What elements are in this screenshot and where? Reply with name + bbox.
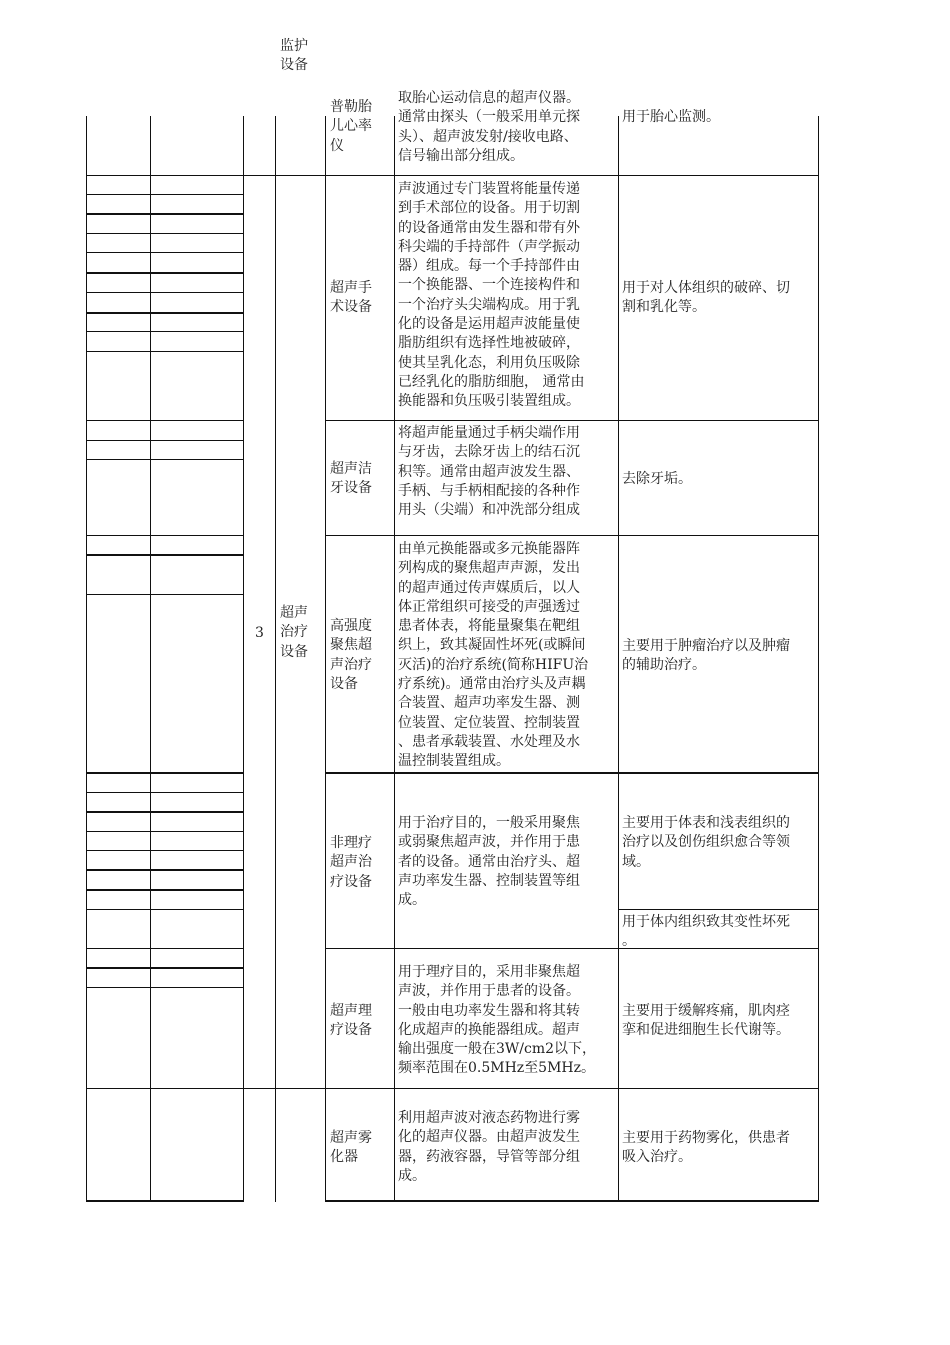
grid-line [86, 1200, 244, 1202]
grid-line [86, 811, 244, 813]
grid-line [86, 312, 244, 314]
grid-line [86, 252, 244, 253]
grid-line [86, 459, 244, 460]
grid-line [618, 909, 819, 910]
grid-line [243, 116, 244, 1202]
usage-cell: 主要用于缓解疼痛，肌肉痉 挛和促进细胞生长代谢等。 [622, 1003, 790, 1039]
device-name-cell: 超声理 疗设备 [330, 1003, 372, 1039]
description-cell: 声波通过专门装置将能量传递 到手术部位的设备。用于切割 的设备通常由发生器和带有外 科尖端的手持部件（声学振动 器）组成。每一个手持部件由 一个换能器、一个连接构件和 一个治疗头尖端构成。用于乳 化的设备是运用超声波能量使 脂肪组织有选择性地被破碎， 使其呈乳化态，利用负压吸除 已经乳化的脂肪细胞， 通常由 换能器和负压吸引装置组成。 [398, 181, 585, 410]
device-name-cell: 超声手 术设备 [330, 280, 372, 316]
grid-line [86, 909, 244, 910]
grid-line [86, 331, 244, 332]
grid-line [86, 831, 244, 832]
grid-line [86, 772, 244, 774]
device-name-cell: 非理疗 超声治 疗设备 [330, 835, 372, 890]
grid-line [325, 772, 819, 774]
grid-line [325, 116, 326, 1202]
grid-line [86, 594, 244, 595]
description-cell: 由单元换能器或多元换能器阵 列构成的聚焦超声声源，发出 的超声通过传声媒质后，以人 体正常组织可接受的声强透过 患者体表，将能量聚集在靶组 织上，致其凝固性坏死(或瞬间 灭活)的治疗系统(简称HIFU治 疗系统)。通常由治疗头及声耦 合装置、超声功率发生器、测 位装置、定位装置、控制装置 、患者承载装置、水处理及水 温控制装置组成。 [398, 541, 589, 770]
grid-line [150, 116, 151, 1202]
usage-cell: 主要用于药物雾化，供患者 吸入治疗。 [622, 1130, 790, 1166]
device-name-cell: 普勒胎 儿心率 仪 [330, 99, 372, 154]
group-number: 3 [255, 625, 264, 641]
category-cell-monitoring: 监护 设备 [280, 38, 308, 74]
grid-line [86, 175, 244, 176]
grid-line [86, 850, 244, 851]
grid-line [275, 116, 276, 1202]
grid-line [86, 351, 244, 352]
grid-line [818, 116, 819, 1202]
grid-line [618, 116, 619, 1202]
description-cell: 利用超声波对液态药物进行雾 化的超声仪器。由超声波发生 器，药液容器，导管等部分组 成。 [398, 1110, 580, 1184]
grid-line [86, 869, 244, 871]
grid-line [86, 194, 244, 195]
description-cell: 用于治疗目的，一般采用聚焦 或弱聚焦超声波，并作用于患 者的设备。通常由治疗头、超 声功率发生器、控制装置等组 成。 [398, 815, 580, 909]
grid-line [86, 213, 244, 215]
usage-cell: 用于胎心监测。 [622, 109, 720, 125]
grid-line [325, 535, 819, 536]
grid-line [86, 987, 244, 988]
usage-cell: 用于对人体组织的破碎、切 割和乳化等。 [622, 280, 790, 316]
grid-line [86, 233, 244, 234]
description-cell: 用于理疗目的，采用非聚焦超 声波，并作用于患者的设备。 一般由电功率发生器和将其转 化成超声的换能器组成。超声 输出强度一般在3W/cm2以下， 频率范围在0.5MHz至5MHz。 [398, 964, 597, 1077]
device-name-cell: 超声雾 化器 [330, 1130, 372, 1166]
grid-line [325, 420, 819, 421]
device-name-cell: 超声洁 牙设备 [330, 461, 372, 497]
usage-cell: 主要用于肿瘤治疗以及肿瘤 的辅助治疗。 [622, 638, 790, 674]
grid-line [325, 175, 819, 176]
grid-line [86, 889, 244, 891]
grid-line [243, 1088, 326, 1089]
device-name-cell: 高强度 聚焦超 声治疗 设备 [330, 618, 372, 692]
grid-line [86, 272, 244, 274]
usage-cell: 去除牙垢。 [622, 471, 692, 487]
grid-line [86, 1088, 244, 1089]
grid-line [86, 440, 244, 441]
description-cell: 取胎心运动信息的超声仪器。 通常由探头（一般采用单元探 头）、超声波发射/接收电路、 信号输出部分组成。 [398, 90, 580, 164]
description-cell: 将超声能量通过手柄尖端作用 与牙齿，去除牙齿上的结石沉 积等。通常由超声波发生器、 手柄、与手柄相配接的各种作 用头（尖端）和冲洗部分组成 [398, 425, 580, 519]
grid-line [86, 948, 244, 949]
grid-line [86, 116, 87, 1202]
usage-cell: 主要用于体表和浅表组织的 治疗以及创伤组织愈合等领 域。 [622, 815, 790, 870]
usage-cell-extra: 用于体内组织致其变性坏死 。 [622, 914, 790, 950]
grid-line [86, 292, 244, 293]
grid-line [394, 116, 395, 1202]
grid-line [86, 967, 244, 969]
grid-line [86, 792, 244, 793]
grid-line [325, 1088, 819, 1089]
group-category: 超声 治疗 设备 [280, 605, 308, 660]
grid-line [325, 1200, 819, 1202]
grid-line [243, 175, 326, 176]
grid-line [86, 535, 244, 536]
grid-line [86, 420, 244, 421]
grid-line [86, 554, 244, 556]
